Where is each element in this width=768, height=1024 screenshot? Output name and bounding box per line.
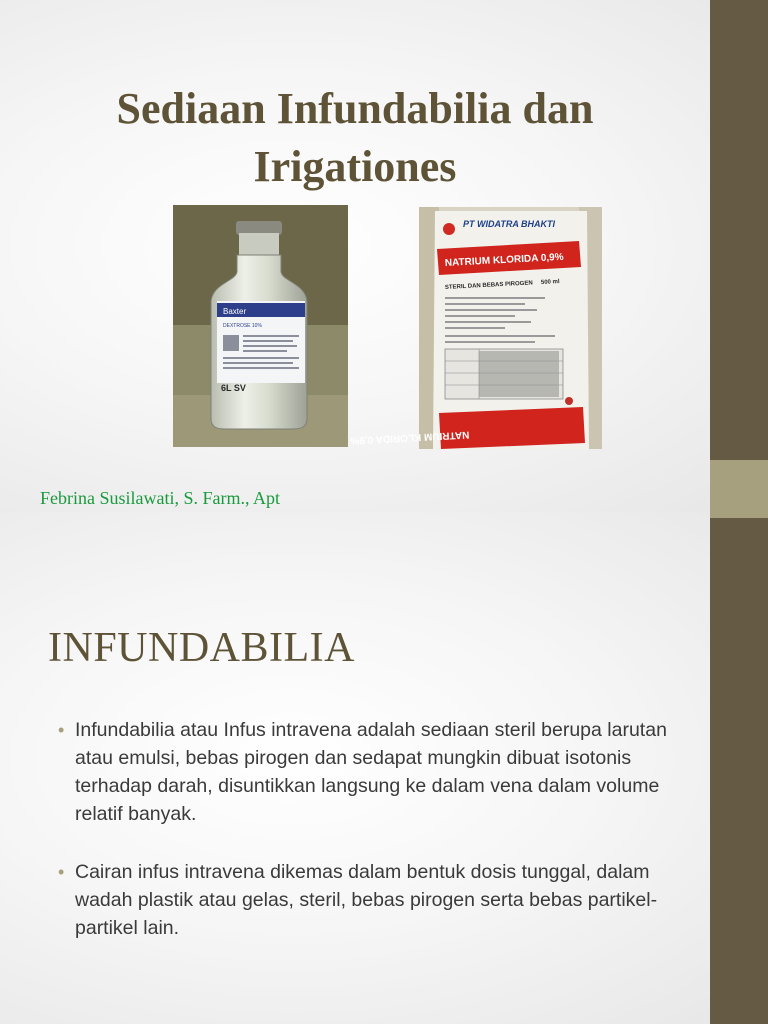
slide-sidebar [710,0,768,512]
infusion-bottle-image [173,205,348,447]
bullet-item [58,716,678,828]
natrium-klorida-bag-photo [350,207,602,449]
title-line-1: Sediaan Infundabilia dan [116,84,594,133]
bullet-text: Infundabilia atau Infus intravena adalah sediaan steril berupa larutan atau emulsi, bebas pirogen dan sedapat mungkin dibuat isotonis terhadap darah, disuntikkan langsung ke dalam vena dalam volume relatif banyak. [75,719,667,825]
title-line-2: Irigationes [253,142,457,191]
infusion-bag-image [350,207,602,449]
slide-title [60,80,650,196]
infusion-bottle-photo [173,205,348,447]
sidebar-accent-block [710,460,768,518]
bag-bottom-text: NATRIUM KLORIDA 0,9% [350,428,470,446]
bullet-text: Cairan infus intravena dikemas dalam bentuk dosis tunggal, dalam wadah plastik atau gelas, steril, bebas pirogen serta bebas partikel-partikel lain. [75,861,658,939]
bottle-label-product: DEXTROSE 10% [223,323,262,329]
bag-product-name: NATRIUM KLORIDA 0,9% [444,251,564,269]
bottle-label-brand: Baxter [223,307,247,316]
bullet-dot-icon: • [58,862,65,882]
bag-subtitle: STERIL DAN BEBAS PIROGEN [444,280,533,291]
bullet-item [58,858,678,942]
svg-text:6L SV: 6L SV [221,383,246,393]
bullet-list [58,716,678,972]
author-name: Febrina Susilawati, S. Farm., Apt [40,488,280,508]
content-slide [0,512,768,1024]
bullet-dot-icon: • [58,720,65,740]
bag-brand-text: PT WIDATRA BHAKTI [463,219,555,229]
slide-sidebar [710,512,768,1024]
section-title: INFUNDABILIA [48,625,355,671]
bag-volume: 500 ml [540,279,560,286]
